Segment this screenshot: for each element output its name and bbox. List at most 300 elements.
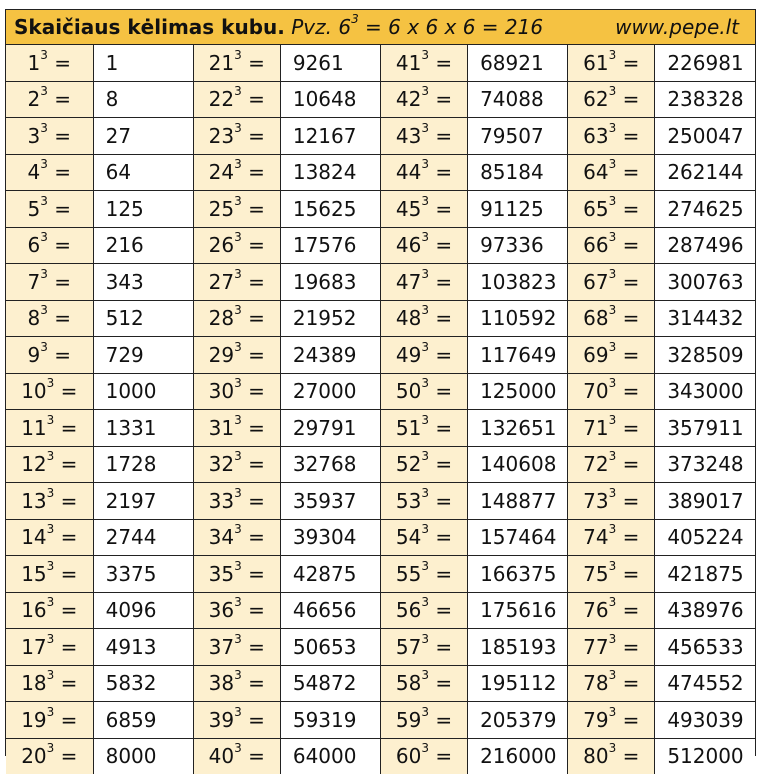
- equals-sign: =: [616, 160, 640, 185]
- cube-value: 29791: [280, 410, 380, 447]
- base-number: 2: [27, 87, 41, 112]
- base-number: 50: [395, 379, 422, 404]
- equals-sign: =: [429, 671, 453, 696]
- cube-value: 110592: [468, 300, 568, 337]
- exponent: 3: [40, 193, 48, 208]
- exponent: 3: [234, 412, 242, 427]
- equals-sign: =: [616, 525, 640, 550]
- equals-sign: =: [429, 598, 453, 623]
- title-period: .: [277, 15, 285, 39]
- base-cell: [193, 446, 280, 483]
- cube-value: 1: [93, 45, 193, 81]
- equals-sign: =: [241, 196, 265, 221]
- header-bar: [6, 10, 755, 45]
- base-cell: [6, 300, 93, 337]
- exponent: 3: [608, 558, 617, 573]
- cube-value: 17576: [280, 227, 380, 264]
- cube-value: 64: [93, 154, 193, 191]
- base-cell: [6, 264, 93, 301]
- table-row: [6, 45, 755, 81]
- equals-sign: =: [241, 269, 265, 294]
- base-cell: [568, 300, 655, 337]
- example-exponent: 3: [351, 12, 359, 26]
- cube-value: 4913: [93, 629, 193, 666]
- exponent: 3: [46, 595, 55, 610]
- base-cell: [380, 410, 467, 447]
- base-cell: [6, 227, 93, 264]
- equals-sign: =: [47, 196, 72, 221]
- base-number: 59: [395, 707, 422, 732]
- website-link[interactable]: www.pepe.lt: [615, 15, 739, 39]
- base-cell: [380, 592, 467, 629]
- base-number: 5: [27, 196, 41, 221]
- base-cell: [193, 665, 280, 702]
- table-row: [6, 410, 755, 447]
- exponent: 3: [421, 47, 429, 62]
- base-cell: [6, 154, 93, 191]
- base-cell: [6, 45, 93, 81]
- base-cell: [6, 118, 93, 155]
- exponent: 3: [46, 376, 55, 391]
- cube-value: 39304: [280, 519, 380, 556]
- exponent: 3: [608, 266, 617, 281]
- base-number: 64: [583, 160, 609, 185]
- equals-sign: =: [616, 342, 640, 367]
- base-number: 4: [27, 160, 41, 185]
- base-cell: [6, 519, 93, 556]
- exponent: 3: [421, 303, 429, 318]
- cube-value: 117649: [468, 337, 568, 374]
- base-cell: [193, 702, 280, 739]
- table-row: [6, 702, 755, 739]
- base-cell: [568, 702, 655, 739]
- base-cell: [568, 373, 655, 410]
- exponent: 3: [234, 193, 242, 208]
- base-cell: [6, 665, 93, 702]
- table-row: [6, 446, 755, 483]
- exponent: 3: [421, 120, 429, 135]
- base-cell: [380, 227, 467, 264]
- base-cell: [6, 702, 93, 739]
- exponent: 3: [608, 157, 617, 172]
- equals-sign: =: [54, 452, 78, 477]
- base-cell: [568, 446, 655, 483]
- cube-value: 157464: [468, 519, 568, 556]
- cube-value: 35937: [280, 483, 380, 520]
- table-row: [6, 373, 755, 410]
- cube-value: 97336: [468, 227, 568, 264]
- base-cell: [568, 118, 655, 155]
- base-number: 45: [395, 196, 422, 221]
- exponent: 3: [421, 412, 429, 427]
- table-row: [6, 300, 755, 337]
- cube-value: 357911: [655, 410, 755, 447]
- exponent: 3: [608, 84, 617, 99]
- base-cell: [193, 592, 280, 629]
- equals-sign: =: [47, 233, 72, 258]
- exponent: 3: [421, 230, 429, 245]
- equals-sign: =: [616, 196, 640, 221]
- equals-sign: =: [47, 50, 72, 75]
- base-cell: [193, 154, 280, 191]
- base-cell: [6, 337, 93, 374]
- cube-value: 3375: [93, 556, 193, 593]
- cube-value: 91125: [468, 191, 568, 228]
- base-number: 80: [583, 744, 609, 769]
- cube-value: 389017: [655, 483, 755, 520]
- base-number: 10: [21, 379, 47, 404]
- base-number: 24: [208, 160, 235, 185]
- exponent: 3: [421, 522, 429, 537]
- equals-sign: =: [54, 525, 78, 550]
- base-number: 37: [208, 634, 235, 659]
- equals-sign: =: [241, 50, 265, 75]
- exponent: 3: [40, 303, 48, 318]
- exponent: 3: [421, 595, 429, 610]
- exponent: 3: [46, 704, 55, 719]
- cube-value: 42875: [280, 556, 380, 593]
- equals-sign: =: [241, 123, 265, 148]
- equals-sign: =: [429, 306, 453, 331]
- base-number: 35: [208, 561, 235, 586]
- table-row: [6, 592, 755, 629]
- base-number: 27: [208, 269, 235, 294]
- base-number: 40: [208, 744, 235, 769]
- exponent: 3: [608, 704, 617, 719]
- exponent: 3: [234, 266, 242, 281]
- base-cell: [6, 483, 93, 520]
- equals-sign: =: [429, 196, 453, 221]
- equals-sign: =: [54, 415, 78, 440]
- cube-value: 24389: [280, 337, 380, 374]
- table-row: [6, 483, 755, 520]
- equals-sign: =: [241, 671, 265, 696]
- cube-value: 5832: [93, 665, 193, 702]
- cube-value: 729: [93, 337, 193, 374]
- base-cell: [568, 45, 655, 81]
- base-cell: [193, 191, 280, 228]
- exponent: 3: [234, 558, 242, 573]
- exponent: 3: [421, 631, 429, 646]
- base-cell: [380, 118, 467, 155]
- cube-value: 421875: [655, 556, 755, 593]
- equals-sign: =: [241, 160, 265, 185]
- cube-value: 1331: [93, 410, 193, 447]
- exponent: 3: [421, 449, 429, 464]
- base-cell: [568, 483, 655, 520]
- base-number: 16: [21, 598, 47, 623]
- cube-value: 493039: [655, 702, 755, 739]
- equals-sign: =: [616, 598, 640, 623]
- base-number: 9: [27, 342, 41, 367]
- base-number: 49: [395, 342, 422, 367]
- base-cell: [568, 410, 655, 447]
- base-number: 43: [395, 123, 422, 148]
- exponent: 3: [608, 522, 617, 537]
- exponent: 3: [421, 668, 429, 683]
- base-number: 8: [27, 306, 41, 331]
- base-cell: [380, 702, 467, 739]
- base-cell: [380, 556, 467, 593]
- base-number: 56: [395, 598, 422, 623]
- exponent: 3: [608, 449, 617, 464]
- equals-sign: =: [616, 379, 640, 404]
- base-number: 38: [208, 671, 235, 696]
- base-cell: [380, 446, 467, 483]
- table-row: [6, 154, 755, 191]
- base-number: 52: [395, 452, 422, 477]
- base-number: 44: [395, 160, 422, 185]
- base-cell: [6, 738, 93, 774]
- base-number: 68: [583, 306, 609, 331]
- cube-value: 343: [93, 264, 193, 301]
- cube-value: 373248: [655, 446, 755, 483]
- equals-sign: =: [54, 707, 78, 732]
- base-cell: [193, 45, 280, 81]
- base-cell: [6, 629, 93, 666]
- exponent: 3: [234, 449, 242, 464]
- equals-sign: =: [241, 598, 265, 623]
- base-cell: [193, 373, 280, 410]
- cube-value: 262144: [655, 154, 755, 191]
- exponent: 3: [40, 266, 48, 281]
- equals-sign: =: [241, 561, 265, 586]
- exponent: 3: [234, 741, 242, 756]
- cube-value: 1000: [93, 373, 193, 410]
- cube-value: 2744: [93, 519, 193, 556]
- base-number: 17: [21, 634, 47, 659]
- cube-value: 103823: [468, 264, 568, 301]
- base-cell: [193, 337, 280, 374]
- base-cell: [380, 337, 467, 374]
- base-number: 62: [583, 87, 609, 112]
- cube-value: 438976: [655, 592, 755, 629]
- cube-value: 274625: [655, 191, 755, 228]
- base-number: 15: [21, 561, 47, 586]
- base-number: 14: [21, 525, 47, 550]
- base-cell: [568, 519, 655, 556]
- example-rest: = 6 x 6 x 6 = 216: [358, 15, 544, 39]
- base-cell: [193, 410, 280, 447]
- base-cell: [380, 738, 467, 774]
- base-cell: [380, 629, 467, 666]
- exponent: 3: [234, 595, 242, 610]
- equals-sign: =: [616, 269, 640, 294]
- exponent: 3: [608, 230, 617, 245]
- base-cell: [6, 191, 93, 228]
- base-cell: [568, 337, 655, 374]
- base-number: 71: [583, 415, 609, 440]
- table-row: [6, 191, 755, 228]
- base-number: 55: [395, 561, 422, 586]
- cube-value: 15625: [280, 191, 380, 228]
- base-number: 12: [21, 452, 47, 477]
- base-number: 31: [208, 415, 235, 440]
- base-cell: [568, 738, 655, 774]
- base-cell: [6, 446, 93, 483]
- base-number: 57: [395, 634, 422, 659]
- cube-value: 19683: [280, 264, 380, 301]
- exponent: 3: [46, 631, 55, 646]
- exponent: 3: [421, 266, 429, 281]
- cube-value: 287496: [655, 227, 755, 264]
- exponent: 3: [421, 376, 429, 391]
- base-number: 47: [395, 269, 422, 294]
- base-cell: [380, 373, 467, 410]
- cube-value: 300763: [655, 264, 755, 301]
- cube-value: 125: [93, 191, 193, 228]
- cube-value: 175616: [468, 592, 568, 629]
- equals-sign: =: [429, 488, 453, 513]
- table-row: [6, 337, 755, 374]
- exponent: 3: [40, 120, 48, 135]
- equals-sign: =: [47, 123, 72, 148]
- base-number: 28: [208, 306, 235, 331]
- exponent: 3: [46, 558, 55, 573]
- exponent: 3: [234, 120, 242, 135]
- exponent: 3: [46, 668, 55, 683]
- cube-value: 27: [93, 118, 193, 155]
- cube-value: 205379: [468, 702, 568, 739]
- table-row: [6, 264, 755, 301]
- cube-value: 21952: [280, 300, 380, 337]
- cube-value: 328509: [655, 337, 755, 374]
- equals-sign: =: [616, 452, 640, 477]
- equals-sign: =: [616, 488, 640, 513]
- base-cell: [193, 264, 280, 301]
- base-number: 72: [583, 452, 609, 477]
- equals-sign: =: [47, 87, 72, 112]
- equals-sign: =: [616, 561, 640, 586]
- cube-value: 250047: [655, 118, 755, 155]
- base-cell: [568, 154, 655, 191]
- base-cell: [380, 81, 467, 118]
- base-cell: [6, 556, 93, 593]
- base-number: 26: [208, 233, 235, 258]
- equals-sign: =: [429, 342, 453, 367]
- equals-sign: =: [47, 306, 72, 331]
- equals-sign: =: [429, 123, 453, 148]
- base-number: 3: [27, 123, 41, 148]
- base-cell: [568, 592, 655, 629]
- exponent: 3: [46, 741, 55, 756]
- table-row: [6, 519, 755, 556]
- cube-value: 512000: [655, 738, 755, 774]
- exponent: 3: [46, 485, 55, 500]
- base-number: 67: [583, 269, 609, 294]
- cube-value: 216000: [468, 738, 568, 774]
- exponent: 3: [234, 47, 242, 62]
- base-cell: [193, 118, 280, 155]
- cube-value: 68921: [468, 45, 568, 81]
- equals-sign: =: [616, 50, 640, 75]
- exponent: 3: [46, 522, 55, 537]
- exponent: 3: [421, 704, 429, 719]
- cube-value: 32768: [280, 446, 380, 483]
- exponent: 3: [421, 485, 429, 500]
- exponent: 3: [40, 47, 48, 62]
- base-number: 1: [27, 50, 41, 75]
- exponent: 3: [608, 631, 617, 646]
- exponent: 3: [234, 303, 242, 318]
- exponent: 3: [234, 230, 242, 245]
- cube-value: 140608: [468, 446, 568, 483]
- base-cell: [568, 629, 655, 666]
- exponent: 3: [40, 230, 48, 245]
- base-number: 42: [395, 87, 422, 112]
- base-cell: [193, 738, 280, 774]
- base-cell: [193, 300, 280, 337]
- cube-value: 12167: [280, 118, 380, 155]
- equals-sign: =: [54, 488, 78, 513]
- equals-sign: =: [241, 342, 265, 367]
- base-number: 25: [208, 196, 235, 221]
- exponent: 3: [234, 668, 242, 683]
- exponent: 3: [46, 449, 55, 464]
- base-number: 41: [395, 50, 422, 75]
- exponent: 3: [608, 668, 617, 683]
- exponent: 3: [608, 485, 617, 500]
- base-number: 73: [583, 488, 609, 513]
- exponent: 3: [234, 485, 242, 500]
- exponent: 3: [608, 376, 617, 391]
- page-title: [14, 12, 544, 39]
- exponent: 3: [421, 558, 429, 573]
- equals-sign: =: [616, 707, 640, 732]
- equals-sign: =: [429, 525, 453, 550]
- cube-value: 8: [93, 81, 193, 118]
- base-number: 54: [395, 525, 422, 550]
- equals-sign: =: [429, 87, 453, 112]
- equals-sign: =: [54, 379, 78, 404]
- exponent: 3: [421, 84, 429, 99]
- exponent: 3: [234, 631, 242, 646]
- cube-value: 9261: [280, 45, 380, 81]
- exponent: 3: [608, 412, 617, 427]
- exponent: 3: [40, 84, 48, 99]
- equals-sign: =: [429, 707, 453, 732]
- exponent: 3: [608, 339, 617, 354]
- table-row: [6, 665, 755, 702]
- cube-value: 314432: [655, 300, 755, 337]
- equals-sign: =: [616, 415, 640, 440]
- equals-sign: =: [429, 160, 453, 185]
- exponent: 3: [608, 303, 617, 318]
- equals-sign: =: [616, 123, 640, 148]
- equals-sign: =: [54, 671, 78, 696]
- base-cell: [193, 81, 280, 118]
- base-cell: [380, 45, 467, 81]
- base-cell: [193, 519, 280, 556]
- base-number: 63: [583, 123, 609, 148]
- base-cell: [193, 227, 280, 264]
- base-number: 51: [395, 415, 422, 440]
- equals-sign: =: [616, 671, 640, 696]
- base-number: 60: [395, 744, 422, 769]
- exponent: 3: [46, 412, 55, 427]
- cube-value: 456533: [655, 629, 755, 666]
- base-cell: [568, 191, 655, 228]
- cube-value: 54872: [280, 665, 380, 702]
- base-number: 46: [395, 233, 422, 258]
- base-number: 74: [583, 525, 609, 550]
- cube-value: 59319: [280, 702, 380, 739]
- equals-sign: =: [54, 598, 78, 623]
- cube-value: 10648: [280, 81, 380, 118]
- base-number: 75: [583, 561, 609, 586]
- base-number: 48: [395, 306, 422, 331]
- equals-sign: =: [241, 488, 265, 513]
